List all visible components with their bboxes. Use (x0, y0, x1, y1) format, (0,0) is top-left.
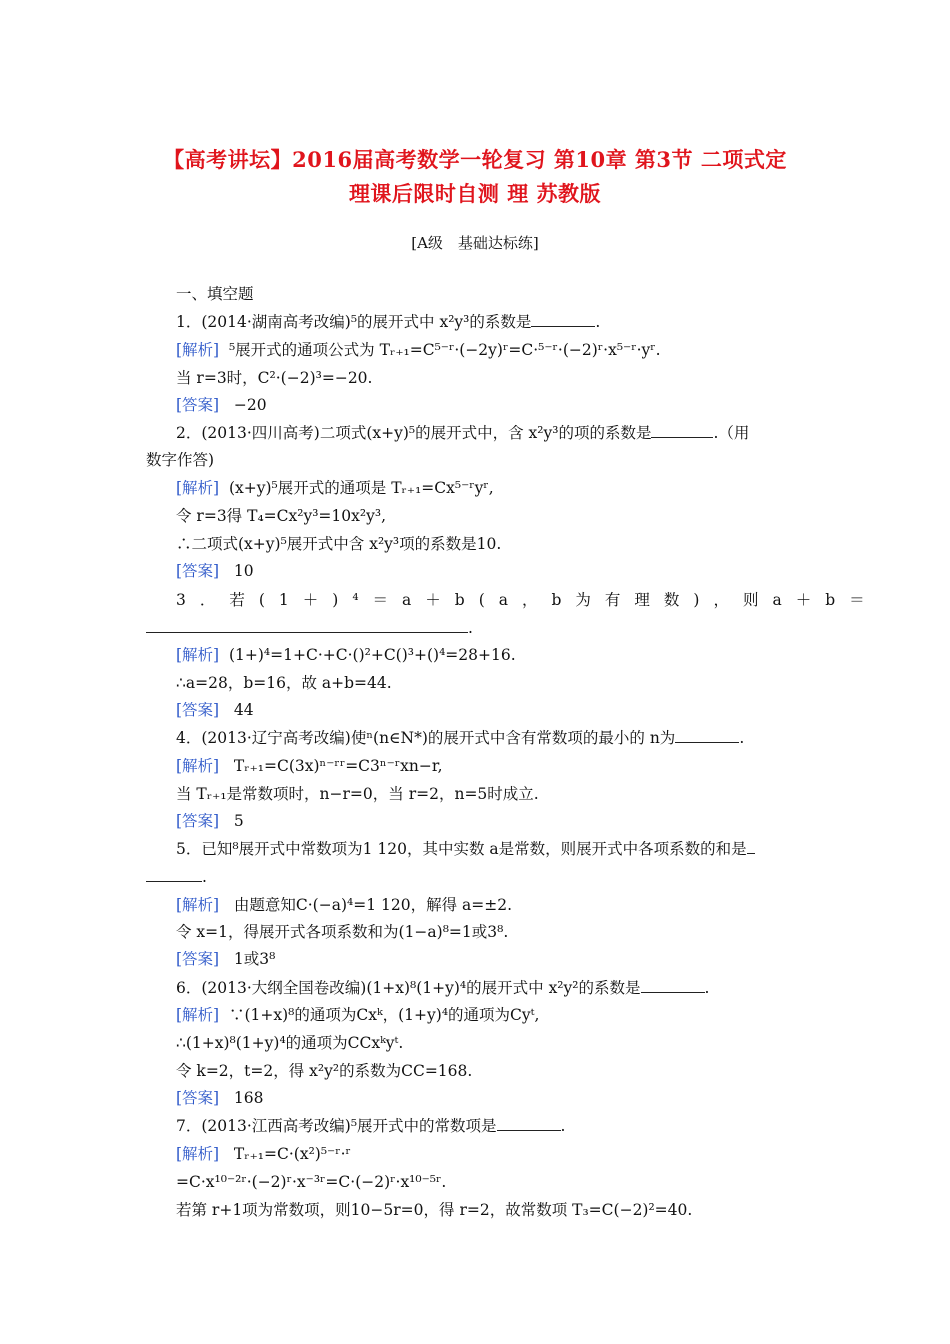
analysis-5-line2: 令 x=1，得展开式各项系数和为(1−a)⁸=1或3⁸. (176, 923, 509, 941)
analysis-6-line2: ∴(1+x)⁸(1+y)⁴的通项为CCxᵏyᵗ. (176, 1034, 404, 1052)
analysis-tag: [解析] (176, 1145, 220, 1163)
question-1: 1．(2014·湖南高考改编)⁵的展开式中 x²y³的系数是 . (176, 313, 601, 331)
analysis-7-line2: =C·x¹⁰⁻²ʳ·(−2)ʳ·x⁻³ʳ=C·(−2)ʳ·x¹⁰⁻⁵ʳ. (176, 1173, 447, 1191)
answer-tag: [答案] (176, 396, 220, 414)
answer-blank (497, 1116, 561, 1131)
answer-tag: [答案] (176, 701, 220, 719)
answer-6: [答案] 168 (176, 1089, 264, 1107)
answer-blank (531, 312, 595, 327)
level-heading: [A级 基础达标练] (411, 234, 539, 252)
question-4-stem: 4．(2013·辽宁高考改编)使ⁿ(n∈N*)的展开式中含有常数项的最小的 n为 (176, 729, 676, 747)
answer-blank (146, 867, 202, 882)
question-7-stem: 7．(2013·江西高考改编)⁵展开式中的常数项是 (176, 1117, 497, 1135)
question-5-stem: 5．已知⁸展开式中常数项为1 120，其中实数 a是常数，则展开式中各项系数的和是 (176, 840, 747, 858)
section-heading: 一、填空题 (176, 285, 254, 303)
analysis-6: [解析] ∵(1+x)⁸的通项为Cxᵏ，(1+y)⁴的通项为Cyᵗ, (176, 1006, 540, 1024)
analysis-tag: [解析] (176, 479, 220, 497)
analysis-tag: [解析] (176, 896, 220, 914)
answer-blank (747, 839, 755, 854)
analysis-tag: [解析] (176, 1006, 220, 1024)
question-2: 2．(2013·四川高考)二项式(x+y)⁵的展开式中，含 x²y³的项的系数是 .（用 (176, 424, 750, 442)
document-title-line1: 【高考讲坛】2016届高考数学一轮复习 第10章 第3节 二项式定 (163, 147, 787, 172)
document-title-line2: 理课后限时自测 理 苏教版 (348, 181, 602, 206)
question-3 (176, 590, 879, 610)
analysis-tag: [解析] (176, 646, 220, 664)
analysis-4-line2: 当 Tᵣ₊₁是常数项时，n−r=0，当 r=2，n=5时成立. (176, 785, 539, 803)
question-2-line2: 数字作答) (146, 451, 215, 469)
question-4: 4．(2013·辽宁高考改编)使ⁿ(n∈N*)的展开式中含有常数项的最小的 n为 . (176, 729, 745, 747)
analysis-2: [解析] (x+y)⁵展开式的通项是 Tᵣ₊₁=Cx⁵⁻ʳyʳ, (176, 479, 494, 497)
analysis-7-line3: 若第 r+1项为常数项，则10−5r=0，得 r=2，故常数项 T₃=C(−2)²=40. (176, 1201, 693, 1219)
analysis-1: [解析] ⁵展开式的通项公式为 Tᵣ₊₁=C⁵⁻ʳ·(−2y)ʳ=C·⁵⁻ʳ·(−2)ʳ·x⁵⁻ʳ·yʳ. (176, 341, 661, 359)
answer-tag: [答案] (176, 950, 220, 968)
question-6-stem: 6．(2013·大纲全国卷改编)(1+x)⁸(1+y)⁴的展开式中 x²y²的系数是 (176, 979, 641, 997)
question-3-blank-line: . (146, 618, 473, 638)
answer-2: [答案] 10 (176, 562, 254, 580)
answer-blank (641, 978, 705, 993)
question-6: 6．(2013·大纲全国卷改编)(1+x)⁸(1+y)⁴的展开式中 x²y²的系数是 . (176, 979, 710, 997)
analysis-5: [解析] 由题意知C·(−a)⁴=1 120，解得 a=±2. (176, 896, 513, 914)
answer-blank (651, 423, 713, 438)
analysis-3: [解析] (1+)⁴=1+C·+C·()²+C()³+()⁴=28+16. (176, 646, 516, 664)
answer-tag: [答案] (176, 1089, 220, 1107)
answer-5: [答案] 1或3⁸ (176, 950, 276, 968)
analysis-3-line2: ∴a=28，b=16，故 a+b=44. (176, 674, 392, 692)
question-3-stem: 3．若(1＋)⁴＝a＋b(a，b为有理数)，则a＋b＝ (176, 591, 879, 609)
question-5-blank-line: . (146, 867, 207, 887)
answer-1: [答案] −20 (176, 396, 267, 414)
analysis-tag: [解析] (176, 341, 220, 359)
answer-tag: [答案] (176, 812, 220, 830)
answer-tag: [答案] (176, 562, 220, 580)
question-2-stem: 2．(2013·四川高考)二项式(x+y)⁵的展开式中，含 x²y³的项的系数是 (176, 424, 652, 442)
answer-4: [答案] 5 (176, 812, 244, 830)
question-5 (176, 839, 755, 859)
analysis-2-line2: 令 r=3得 T₄=Cx²y³=10x²y³, (176, 507, 386, 525)
analysis-4: [解析] Tᵣ₊₁=C(3x)ⁿ⁻ʳʳ=C3ⁿ⁻ʳxn−r, (176, 757, 443, 775)
answer-blank (675, 728, 739, 743)
analysis-2-line3: ∴二项式(x+y)⁵展开式中含 x²y³项的系数是10. (176, 535, 502, 553)
question-1-stem: 1．(2014·湖南高考改编)⁵的展开式中 x²y³的系数是 (176, 313, 532, 331)
answer-3: [答案] 44 (176, 701, 254, 719)
analysis-1-line2: 当 r=3时，C²·(−2)³=−20. (176, 369, 373, 387)
answer-blank (146, 618, 468, 633)
analysis-6-line3: 令 k=2，t=2，得 x²y²的系数为CC=168. (176, 1062, 473, 1080)
analysis-7: [解析] Tᵣ₊₁=C·(x²)⁵⁻ʳ·ʳ (176, 1145, 351, 1163)
analysis-tag: [解析] (176, 757, 220, 775)
question-7: 7．(2013·江西高考改编)⁵展开式中的常数项是 . (176, 1117, 566, 1135)
